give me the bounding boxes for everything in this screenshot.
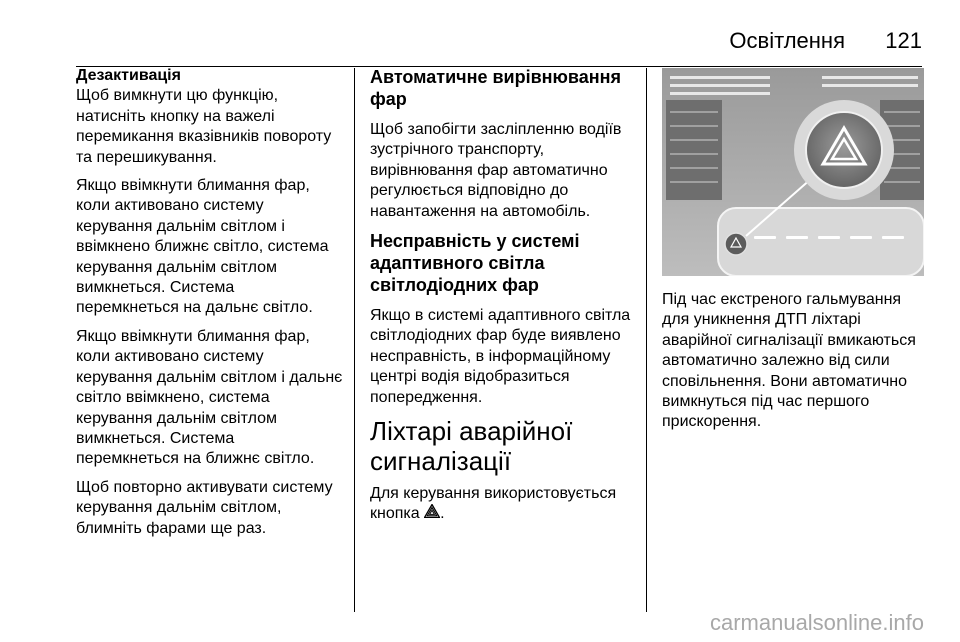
paragraph: Якщо ввімкнути блимання фар, коли активовано систему керування дальнім світлом і дальнє світло ввімкнено, система керування дальнім світлом вимкнеться. Система перемкнеться на ближнє світло. bbox=[76, 327, 343, 468]
auto-leveling-heading: Автоматичне вирівнювання фар bbox=[370, 67, 621, 109]
paragraph: Під час екстреного гальмування для уникнення ДТП ліхтарі аварійної сигналізації вмикаються автоматично залежно від сили сповільнення. Вони автоматично вимкнуться під час першого прискорення. bbox=[662, 291, 916, 431]
hazard-button-illustration bbox=[662, 68, 924, 276]
deactivation-heading: Дезактивація bbox=[76, 67, 181, 84]
column-left bbox=[76, 66, 348, 547]
paragraph: Щоб вимкнути цю функцію, натисніть кнопку на важелі перемикання вказівників повороту та перешикування. bbox=[76, 87, 332, 166]
column-divider-left bbox=[354, 68, 355, 612]
paragraph-text: . bbox=[440, 505, 445, 523]
column-divider-right bbox=[646, 68, 647, 612]
page-number: 121 bbox=[885, 28, 922, 53]
column-middle bbox=[370, 66, 638, 533]
paragraph bbox=[370, 484, 638, 525]
column-right bbox=[662, 66, 924, 441]
watermark: carmanualsonline.info bbox=[709, 610, 924, 635]
header-title: Освітлення bbox=[729, 28, 845, 53]
malfunction-heading: Несправність у системі адаптивного світла світлодіодних фар bbox=[370, 231, 580, 296]
page-header bbox=[0, 26, 960, 56]
hazard-warning-icon bbox=[424, 504, 440, 524]
paragraph-text: Для керування використовується кнопка bbox=[370, 485, 617, 523]
paragraph: Якщо в системі адаптивного світла світлодіодних фар буде виявлено несправність, в інформаційному центрі водія відобразиться попередження. bbox=[370, 307, 631, 406]
hazard-lights-heading: Ліхтарі аварійної сигналізації bbox=[370, 416, 573, 477]
paragraph: Щоб запобігти засліпленню водіїв зустрічного транспорту, вирівнювання фар автоматично регулюється відповідно до навантаження на автомобіль. bbox=[370, 121, 622, 220]
paragraph: Щоб повторно активувати систему керування дальнім світлом, блимніть фарами ще раз. bbox=[76, 478, 333, 537]
paragraph: Якщо ввімкнути блимання фар, коли активовано систему керування дальнім світлом і ввімкнено ближнє світло, система керування дальнім світлом вимкнеться. Система перемкнеться на дальнє світло. bbox=[76, 177, 329, 317]
